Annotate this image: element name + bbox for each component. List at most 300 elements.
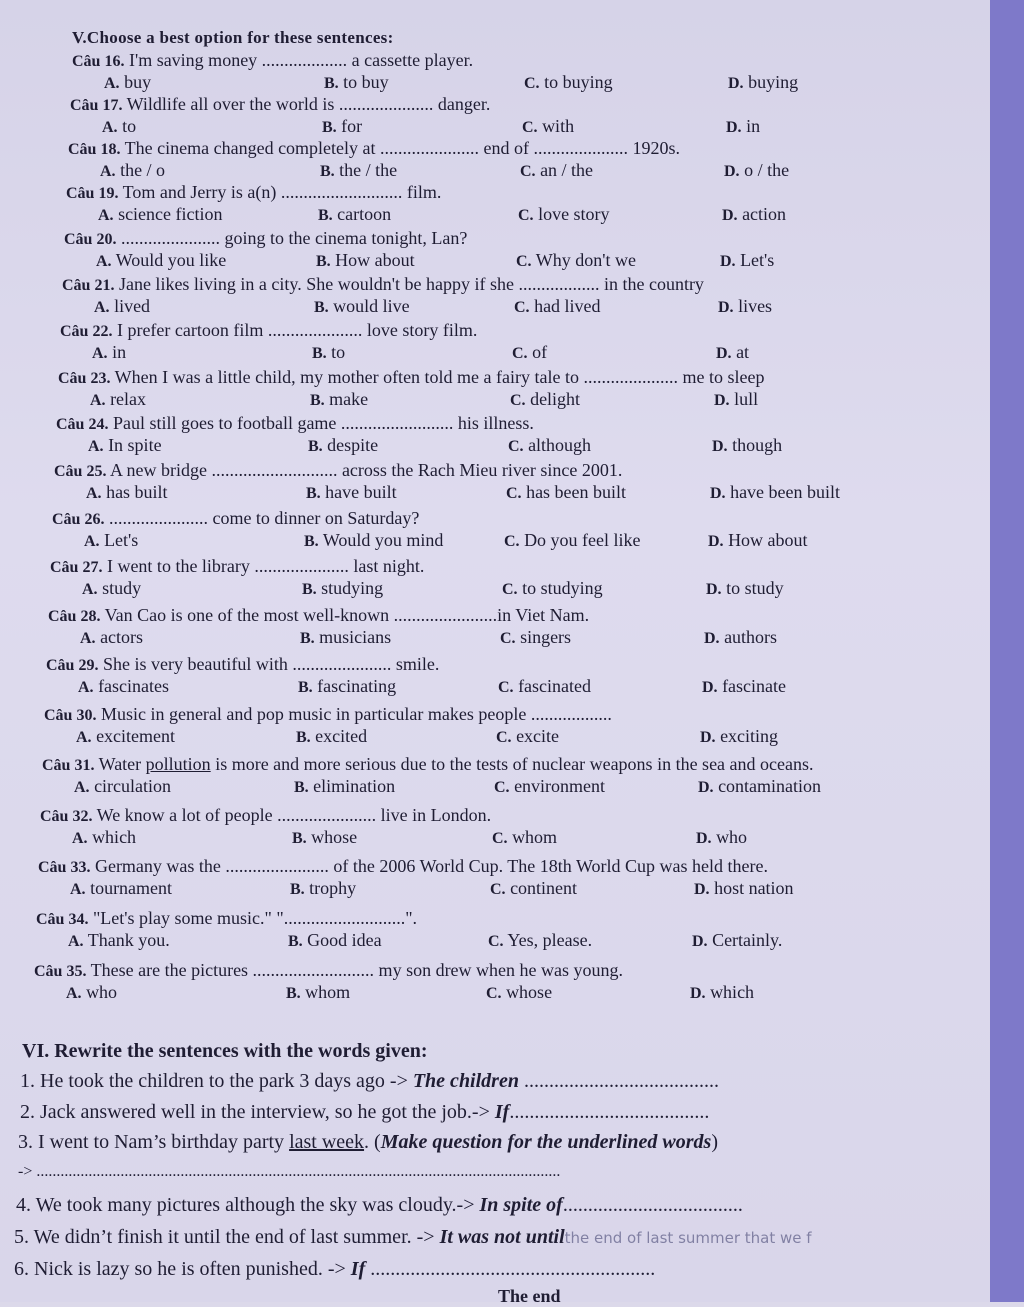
option-text: to buying [544, 72, 613, 92]
option-text: action [742, 204, 787, 224]
option-28-b[interactable] [300, 627, 391, 648]
option-text: elimination [313, 776, 396, 796]
option-text: in [746, 116, 761, 136]
option-text: How about [728, 530, 808, 550]
option-33-d[interactable] [694, 878, 794, 899]
item-number: 1. [20, 1070, 35, 1092]
option-26-b[interactable] [304, 530, 443, 551]
option-35-c[interactable] [486, 982, 552, 1003]
option-letter: B. [296, 729, 311, 746]
answer-blank[interactable]: .................................... [562, 1194, 743, 1216]
option-16-b[interactable] [324, 72, 389, 93]
option-33-b[interactable] [290, 878, 356, 899]
option-30-d[interactable] [700, 726, 778, 747]
background-edge [990, 0, 1024, 1302]
option-text: fascinate [722, 676, 787, 696]
option-text: though [732, 435, 783, 455]
option-letter: A. [88, 438, 104, 455]
question-30 [44, 704, 612, 725]
option-letter: C. [494, 779, 510, 796]
option-22-a[interactable] [92, 342, 126, 363]
option-letter: C. [510, 392, 526, 409]
question-label: Câu 23. [58, 370, 111, 387]
option-text: the / o [120, 160, 166, 180]
option-26-c[interactable] [504, 530, 641, 551]
option-29-b[interactable] [298, 676, 396, 697]
option-letter: C. [520, 163, 536, 180]
item-text: We took many pictures although the sky was cloudy.-> [35, 1194, 480, 1216]
option-31-a[interactable] [74, 776, 171, 797]
item-text: Jack answered well in the interview, so he got the job.-> [40, 1101, 495, 1123]
option-text: whom [512, 827, 558, 847]
option-letter: D. [726, 119, 742, 136]
option-33-c[interactable] [490, 878, 577, 899]
option-letter: A. [78, 679, 94, 696]
option-35-d[interactable] [690, 982, 754, 1003]
question-16 [72, 50, 473, 71]
option-16-d[interactable] [728, 72, 798, 93]
question-label: Câu 22. [60, 323, 113, 340]
option-letter: A. [76, 729, 92, 746]
option-18-c[interactable] [520, 160, 593, 181]
question-text: The cinema changed completely at ...................... end of ..................... 1920s. [124, 138, 681, 158]
option-letter: B. [312, 345, 327, 362]
handwritten-answer[interactable]: the end of last summer that we f [564, 1229, 812, 1247]
question-label: Câu 27. [50, 559, 103, 576]
option-text: musicians [319, 627, 392, 647]
option-25-b[interactable] [306, 482, 397, 503]
question-34 [36, 908, 417, 929]
option-29-d[interactable] [702, 676, 786, 697]
option-17-a[interactable] [102, 116, 136, 137]
option-text: tournament [90, 878, 173, 898]
option-31-d[interactable] [698, 776, 821, 797]
option-text: had lived [534, 296, 601, 316]
option-text: lived [114, 296, 151, 316]
underlined-word: pollution [145, 754, 211, 774]
item-text: I went to Nam’s birthday party [38, 1131, 290, 1153]
option-text: excitement [96, 726, 176, 746]
option-23-a[interactable] [90, 389, 146, 410]
option-27-c[interactable] [502, 578, 603, 599]
option-text: to buy [343, 72, 389, 92]
option-letter: C. [500, 630, 516, 647]
option-text: cartoon [337, 204, 392, 224]
option-letter: B. [302, 581, 317, 598]
option-21-b[interactable] [314, 296, 410, 317]
question-label: Câu 18. [68, 141, 121, 158]
option-text: actors [100, 627, 144, 647]
option-text: has been built [526, 482, 627, 502]
option-text: have been built [730, 482, 841, 502]
option-26-a[interactable] [84, 530, 138, 551]
option-text: Thank you. [87, 930, 170, 950]
answer-blank[interactable]: ......................................................... [365, 1258, 656, 1280]
option-letter: A. [94, 299, 110, 316]
option-letter: C. [490, 881, 506, 898]
question-text: Water [98, 754, 146, 774]
option-text: o / the [744, 160, 790, 180]
option-23-d[interactable] [714, 389, 758, 410]
option-letter: D. [724, 163, 740, 180]
question-21 [62, 274, 704, 295]
option-text: host nation [714, 878, 794, 898]
option-letter: A. [100, 163, 116, 180]
question-label: Câu 28. [48, 608, 101, 625]
option-letter: B. [306, 485, 321, 502]
option-32-c[interactable] [492, 827, 557, 848]
option-letter: A. [68, 933, 84, 950]
question-35 [34, 960, 623, 981]
item-close: ) [711, 1131, 718, 1153]
option-text: with [542, 116, 575, 136]
option-34-a[interactable] [68, 930, 170, 951]
option-31-c[interactable] [494, 776, 605, 797]
question-text: These are the pictures ........................... my son drew when he was young. [90, 960, 624, 980]
option-25-a[interactable] [86, 482, 168, 503]
item-cue: The children [412, 1070, 519, 1092]
option-text: would live [333, 296, 410, 316]
question-text: Van Cao is one of the most well-known .......................in Viet Nam. [104, 605, 590, 625]
question-20 [64, 228, 467, 249]
item-number: 3. [18, 1131, 33, 1153]
option-letter: B. [314, 299, 329, 316]
option-letter: B. [288, 933, 303, 950]
question-19 [66, 182, 441, 203]
question-label: Câu 33. [38, 859, 91, 876]
option-27-d[interactable] [706, 578, 784, 599]
option-letter: D. [718, 299, 734, 316]
option-32-a[interactable] [72, 827, 136, 848]
option-16-c[interactable] [524, 72, 613, 93]
option-letter: D. [722, 207, 738, 224]
item-number: 2. [20, 1101, 35, 1123]
option-letter: B. [318, 207, 333, 224]
question-text: ...................... going to the cinema tonight, Lan? [120, 228, 468, 248]
option-32-d[interactable] [696, 827, 747, 848]
option-17-c[interactable] [522, 116, 574, 137]
option-letter: D. [728, 75, 744, 92]
option-letter: B. [322, 119, 337, 136]
option-letter: B. [286, 985, 301, 1002]
option-text: authors [724, 627, 778, 647]
option-letter: B. [304, 533, 319, 550]
option-letter: B. [308, 438, 323, 455]
question-text: "Let's play some music." "...........................". [92, 908, 418, 928]
option-22-b[interactable] [312, 342, 345, 363]
option-28-c[interactable] [500, 627, 571, 648]
option-letter: D. [696, 830, 712, 847]
option-letter: D. [706, 581, 722, 598]
option-text: relax [110, 389, 147, 409]
question-32 [40, 805, 491, 826]
option-text: excite [516, 726, 560, 746]
option-28-a[interactable] [80, 627, 143, 648]
option-letter: C. [516, 253, 532, 270]
option-18-b[interactable] [320, 160, 397, 181]
option-letter: A. [72, 830, 88, 847]
option-23-c[interactable] [510, 389, 580, 410]
item-cue: It was not until [439, 1226, 565, 1248]
item-cue: If [494, 1101, 510, 1123]
underlined-words: last week [289, 1131, 365, 1153]
option-text: continent [510, 878, 578, 898]
option-letter: D. [720, 253, 736, 270]
the-end-footer: The end [498, 1286, 561, 1306]
option-letter: D. [714, 392, 730, 409]
question-22 [60, 320, 477, 341]
option-34-d[interactable] [692, 930, 782, 951]
item-cue: In spite of [479, 1194, 563, 1216]
question-24 [56, 413, 534, 434]
option-24-d[interactable] [712, 435, 782, 456]
question-27 [50, 556, 424, 577]
option-29-a[interactable] [78, 676, 169, 697]
item-punct: . ( [364, 1131, 381, 1153]
option-text: love story [538, 204, 610, 224]
question-text: Jane likes living in a city. She wouldn't be happy if she .................. in the country [118, 274, 704, 294]
option-19-a[interactable] [98, 204, 223, 225]
item-text: Nick is lazy so he is often punished. -> [34, 1258, 351, 1280]
option-letter: A. [90, 392, 106, 409]
option-letter: A. [74, 779, 90, 796]
option-30-a[interactable] [76, 726, 175, 747]
question-label: Câu 21. [62, 277, 115, 294]
question-text: I prefer cartoon film ..................... love story film. [116, 320, 478, 340]
option-letter: D. [698, 779, 714, 796]
option-letter: B. [294, 779, 309, 796]
option-21-c[interactable] [514, 296, 601, 317]
option-letter: C. [522, 119, 538, 136]
option-text: science fiction [118, 204, 223, 224]
option-text: contamination [718, 776, 822, 796]
option-24-c[interactable] [508, 435, 591, 456]
option-17-b[interactable] [322, 116, 362, 137]
question-29 [46, 654, 439, 675]
question-label: Câu 24. [56, 416, 109, 433]
option-text: Let's [104, 530, 139, 550]
answer-blank[interactable]: ....................................... [518, 1070, 719, 1092]
rewrite-item-6 [14, 1258, 655, 1281]
option-text: whose [311, 827, 358, 847]
option-text: Would you like [115, 250, 227, 270]
option-text: trophy [309, 878, 357, 898]
section-6-title: VI. Rewrite the sentences with the words given: [22, 1040, 428, 1062]
option-letter: B. [292, 830, 307, 847]
option-letter: A. [80, 630, 96, 647]
option-letter: A. [66, 985, 82, 1002]
rewrite-item-1 [20, 1070, 719, 1093]
option-24-b[interactable] [308, 435, 378, 456]
item-number: 4. [16, 1194, 31, 1216]
question-label: Câu 26. [52, 511, 105, 528]
question-text: A new bridge ............................ across the Rach Mieu river since 2001. [109, 460, 623, 480]
option-22-c[interactable] [512, 342, 547, 363]
option-18-d[interactable] [724, 160, 789, 181]
option-text: an / the [540, 160, 594, 180]
option-25-d[interactable] [710, 482, 840, 503]
option-35-b[interactable] [286, 982, 350, 1003]
option-21-d[interactable] [718, 296, 772, 317]
option-text: to study [726, 578, 784, 598]
option-35-a[interactable] [66, 982, 117, 1003]
option-text: Let's [740, 250, 775, 270]
option-letter: A. [84, 533, 100, 550]
option-33-a[interactable] [70, 878, 172, 899]
option-34-b[interactable] [288, 930, 382, 951]
question-text: I'm saving money ................... a cassette player. [128, 50, 474, 70]
option-letter: C. [504, 533, 520, 550]
option-letter: D. [702, 679, 718, 696]
option-letter: C. [508, 438, 524, 455]
option-text: Certainly. [712, 930, 783, 950]
option-letter: A. [104, 75, 120, 92]
option-text: who [86, 982, 118, 1002]
item-text: He took the children to the park 3 days ago -> [40, 1070, 413, 1092]
question-label: Câu 35. [34, 963, 87, 980]
question-23 [58, 367, 764, 388]
option-28-d[interactable] [704, 627, 777, 648]
option-letter: C. [524, 75, 540, 92]
question-label: Câu 25. [54, 463, 107, 480]
option-text: have built [325, 482, 397, 502]
option-18-a[interactable] [100, 160, 165, 181]
option-letter: C. [502, 581, 518, 598]
option-text: How about [335, 250, 415, 270]
option-34-c[interactable] [488, 930, 592, 951]
question-26 [52, 508, 419, 529]
question-text: I went to the library ..................... last night. [106, 556, 425, 576]
question-33 [38, 856, 768, 877]
rewrite-item-4 [16, 1194, 743, 1217]
option-letter: C. [518, 207, 534, 224]
option-text: which [710, 982, 755, 1002]
option-22-d[interactable] [716, 342, 749, 363]
option-text: to studying [522, 578, 603, 598]
option-31-b[interactable] [294, 776, 395, 797]
option-17-d[interactable] [726, 116, 760, 137]
item-cue: If [350, 1258, 366, 1280]
option-letter: D. [692, 933, 708, 950]
question-label: Câu 32. [40, 808, 93, 825]
question-31 [42, 754, 814, 775]
option-text: Would you mind [322, 530, 444, 550]
option-letter: A. [92, 345, 108, 362]
option-27-b[interactable] [302, 578, 383, 599]
option-text: to [331, 342, 346, 362]
question-text: Tom and Jerry is a(n) ........................... film. [122, 182, 442, 202]
option-letter: C. [506, 485, 522, 502]
option-letter: A. [70, 881, 86, 898]
item-text: We didn’t finish it until the end of last summer. -> [33, 1226, 440, 1248]
option-32-b[interactable] [292, 827, 357, 848]
question-text: Music in general and pop music in particular makes people .................. [100, 704, 612, 724]
question-17 [70, 94, 490, 115]
option-19-d[interactable] [722, 204, 786, 225]
option-letter: D. [694, 881, 710, 898]
option-text: Why don't we [535, 250, 636, 270]
option-16-a[interactable] [104, 72, 151, 93]
rewrite-item-2 [20, 1101, 709, 1124]
option-letter: C. [498, 679, 514, 696]
answer-blank[interactable]: ........................................ [509, 1101, 710, 1123]
option-text: in [112, 342, 127, 362]
option-29-c[interactable] [498, 676, 591, 697]
option-text: buying [748, 72, 799, 92]
option-20-d[interactable] [720, 250, 774, 271]
option-text: lives [738, 296, 773, 316]
option-19-b[interactable] [318, 204, 391, 225]
option-text: studying [321, 578, 384, 598]
option-text: lull [734, 389, 759, 409]
option-text: to [122, 116, 137, 136]
option-text: exciting [720, 726, 779, 746]
option-19-c[interactable] [518, 204, 610, 225]
question-text: Paul still goes to football game ......................... his illness. [112, 413, 534, 433]
item-number: 6. [14, 1258, 29, 1280]
option-text: whom [305, 982, 351, 1002]
option-text: despite [327, 435, 379, 455]
option-text: the / the [339, 160, 398, 180]
option-text: delight [530, 389, 581, 409]
question-text: When I was a little child, my mother often told me a fairy tale to ..................... me to sleep [114, 367, 765, 387]
option-23-b[interactable] [310, 389, 368, 410]
option-letter: C. [496, 729, 512, 746]
option-text: has built [106, 482, 168, 502]
option-24-a[interactable] [88, 435, 162, 456]
option-letter: B. [298, 679, 313, 696]
option-text: for [341, 116, 363, 136]
option-letter: B. [290, 881, 305, 898]
rewrite-item-5 [14, 1226, 812, 1249]
option-letter: B. [316, 253, 331, 270]
option-20-c[interactable] [516, 250, 636, 271]
option-text: In spite [108, 435, 162, 455]
option-text: Yes, please. [507, 930, 593, 950]
option-letter: C. [512, 345, 528, 362]
rewrite-item-3 [18, 1131, 718, 1154]
option-letter: C. [486, 985, 502, 1002]
answer-blank[interactable]: ................................................................................................................................... [32, 1163, 561, 1180]
option-20-b[interactable] [316, 250, 415, 271]
option-text: buy [124, 72, 152, 92]
question-label: Câu 17. [70, 97, 123, 114]
option-letter: A. [102, 119, 118, 136]
option-text: at [736, 342, 750, 362]
item-instruction: Make question for the underlined words [380, 1131, 712, 1153]
option-26-d[interactable] [708, 530, 808, 551]
option-letter: D. [710, 485, 726, 502]
option-30-b[interactable] [296, 726, 367, 747]
question-18 [68, 138, 680, 159]
option-27-a[interactable] [82, 578, 141, 599]
section-5-title: V.Choose a best option for these sentences: [72, 28, 394, 47]
option-30-c[interactable] [496, 726, 559, 747]
option-text: whose [506, 982, 553, 1002]
option-text: make [329, 389, 369, 409]
option-21-a[interactable] [94, 296, 150, 317]
question-text: Wildlife all over the world is ..................... danger. [126, 94, 491, 114]
option-letter: D. [708, 533, 724, 550]
option-20-a[interactable] [96, 250, 226, 271]
option-25-c[interactable] [506, 482, 626, 503]
option-letter: C. [514, 299, 530, 316]
option-letter: C. [492, 830, 508, 847]
item-number: 5. [14, 1226, 29, 1248]
question-label: Câu 31. [42, 757, 95, 774]
option-letter: D. [690, 985, 706, 1002]
question-text: ...................... come to dinner on Saturday? [108, 508, 420, 528]
